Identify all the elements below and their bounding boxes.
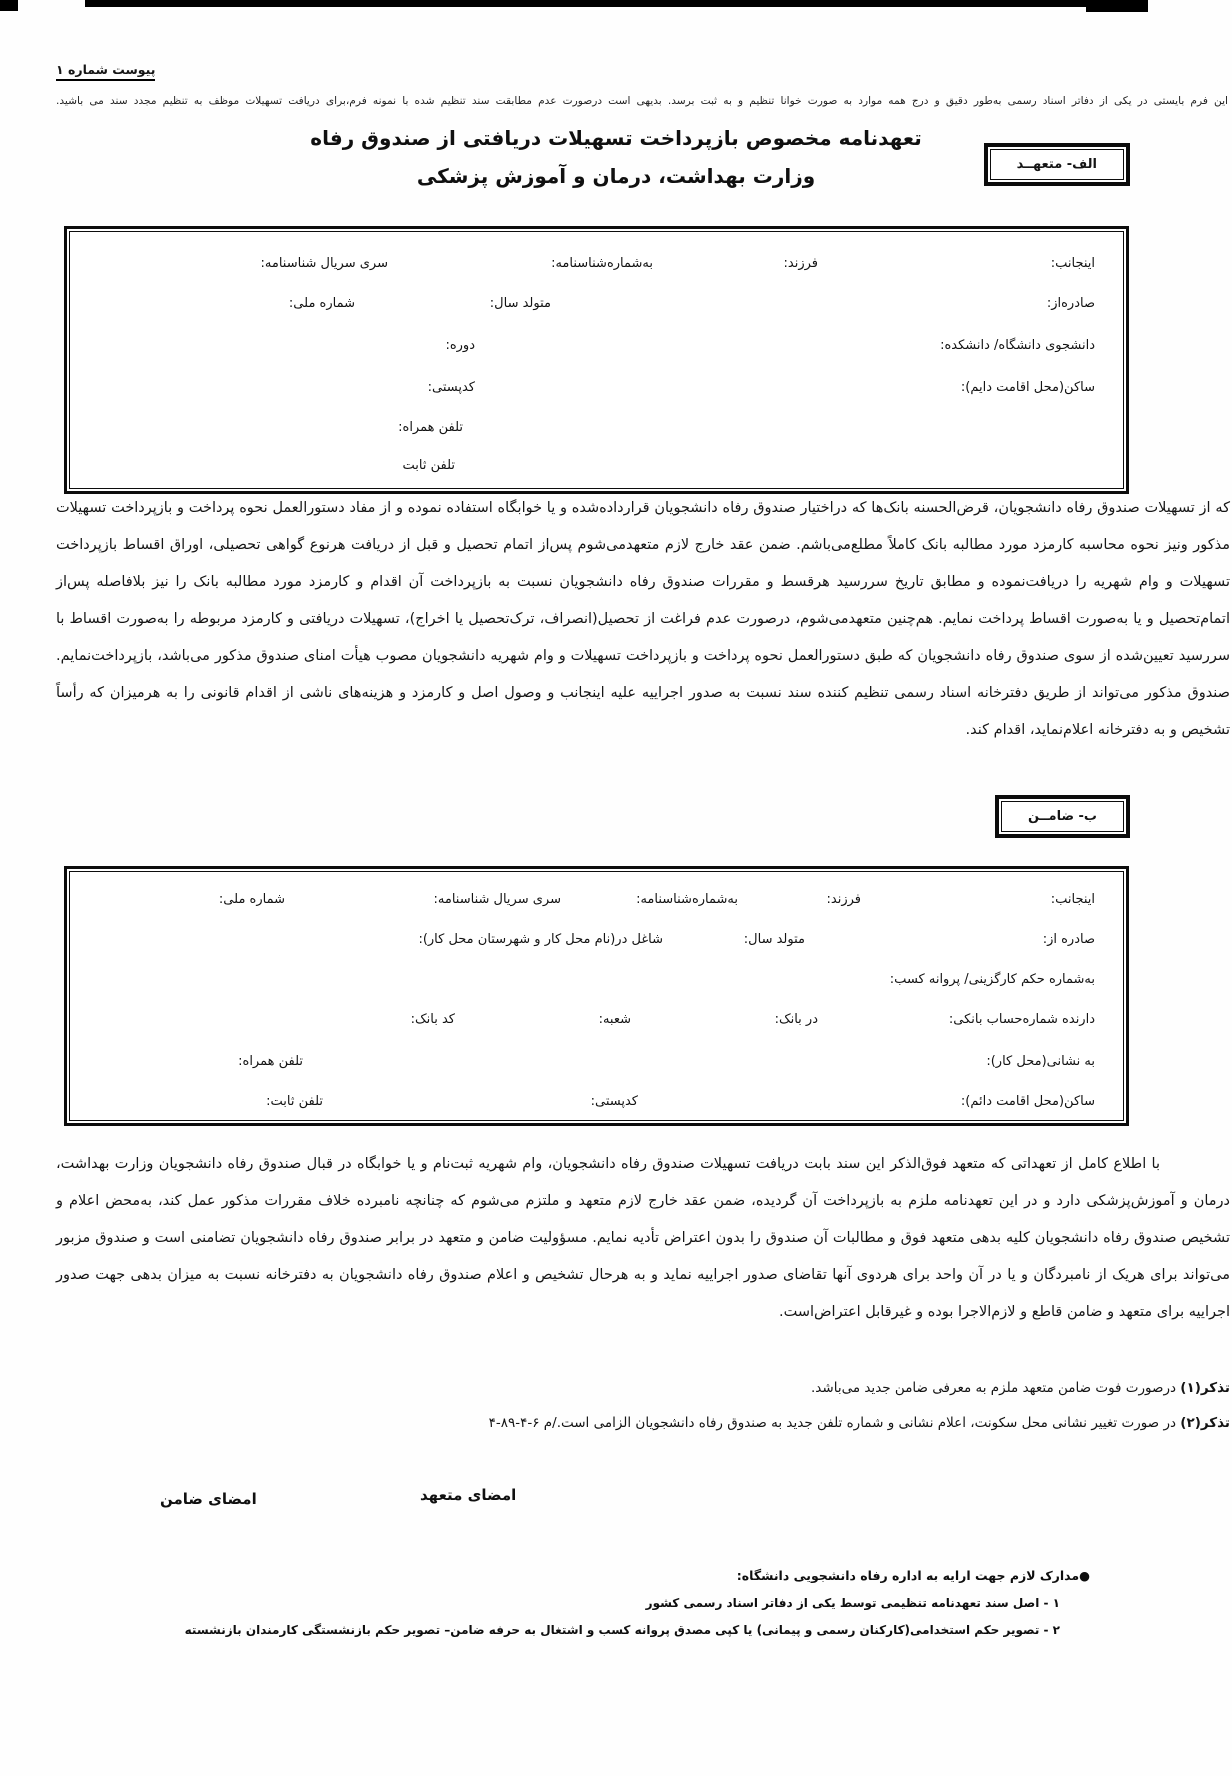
scan-artifact-corner — [0, 0, 18, 11]
title-line-2: وزارت بهداشت، درمان و آموزش پزشکی — [416, 164, 816, 188]
section-a-label: الف- متعهــد — [990, 149, 1124, 180]
field-label: به نشانی(محل کار): — [986, 1054, 1095, 1069]
note-2 — [56, 1415, 1230, 1431]
guarantor-form-box — [64, 866, 1129, 1126]
field-label: صادره‌از: — [1046, 296, 1095, 311]
paragraph-committed: که از تسهیلات صندوق رفاه دانشجویان، قرض‌الحسنه بانک‌ها که دراختیار صندوق رفاه دانشجویان قرارداده‌شده و یا خوابگاه استفاده نموده و از مفاد دستورالعمل نحوه پرداخت و بازپرداخت تسهیلات مذکور ونیز نحوه محاسبه کارمزد مورد مطالبه بانک کاملاً مطلع‌می‌باشم. ضمن عقد خارج لازم متعهدمی‌شوم پس‌از اتمام تحصیل و قبل از دریافت هرنوع گواهی تحصیلی، اوراق اقساط بازپرداخت تسهیلات و وام شهریه را دریافت‌نموده و مطابق تاریخ سررسید هرقسط و مقررات صندوق رفاه دانشجویان نسبت به بازپرداخت آن اقدام و کارمزد مورد مطالبه بانک را نیز بلافاصله پس‌از اتمام‌تحصیل و یا به‌صورت اقساط پرداخت نمایم. هم‌چنین متعهدمی‌شوم، درصورت عدم فراغت از تحصیل(انصراف، ترک‌تحصیل یا اخراج)، تسهیلات دریافتی و کارمزد مربوطه را به‌صورت اقساط با سررسید تعیین‌شده از سوی صندوق رفاه دانشجویان که طبق دستورالعمل نحوه پرداخت و بازپرداخت تسهیلات و وام شهریه دانشجویان مصوب هیأت امنای صندوق مذکور می‌باشد، بازپرداخت‌نمایم. صندوق مذکور می‌تواند از طریق دفترخانه اسناد رسمی تنظیم کننده سند نسبت به صدور اجراییه علیه اینجانب و وصول اصل و کارمزد و هزینه‌های ناشی از اقدام قانونی را به هرمیزان که رأساً تشخیص و به دفترخانه اعلام‌نماید، اقدام کند. — [56, 500, 1230, 738]
scan-artifact-top-right — [1086, 0, 1148, 12]
scan-artifact-top-bar — [85, 0, 1087, 7]
note-2-text: در صورت تغییر نشانی محل سکونت، اعلام نشانی و شماره تلفن جدید به صندوق رفاه دانشجویان الزامی است./م ۶-۴-۸۹-۴ — [488, 1415, 1176, 1431]
section-a-label-box — [984, 143, 1130, 186]
field-label: در بانک: — [774, 1012, 818, 1027]
section-b-label-box — [995, 795, 1130, 838]
paragraph-guarantor: با اطلاع کامل از تعهداتی که متعهد فوق‌الذکر این سند بابت دریافت تسهیلات صندوق رفاه دانشجویان، وام شهریه ثبت‌نام و یا خوابگاه در قبال صندوق رفاه دانشجویان وزارت بهداشت، درمان و آموزش‌پزشکی دارد و در این تعهدنامه ملزم به بازپرداخت آن گردیده، ضمن عقد خارج لازم متعهد و ملتزم می‌شوم که چنانچه نامبرده خلاف مقررات مذکور عمل کند، به‌محض اعلام و تشخیص صندوق رفاه دانشجویان کلیه بدهی متعهد فوق و مطالبات آن صندوق را بدون اعتراض تأدیه نمایم. مسؤولیت ضامن و متعهد در برابر صندوق رفاه دانشجویان تضامنی است و صندوق مزبور می‌تواند برای هریک از نامبردگان و یا در آن واحد برای هردوی آنها تقاضای صدور اجراییه نماید و به هرحال تشخیص و اعلام صندوق رفاه دانشجویان به دفترخانه نسبت به میزان بدهی جهت صدور اجراییه برای متعهد و ضامن قاطع و لازم‌الاجرا بوده و غیرقابل اعتراض‌است. — [56, 1156, 1230, 1320]
field-label: به‌شماره‌شناسنامه: — [636, 892, 738, 907]
field-label: کدپستی: — [590, 1094, 638, 1109]
field-label: کدپستی: — [427, 380, 475, 395]
signature-guarantor: امضای ضامن — [160, 1490, 257, 1508]
field-label: دارنده شماره‌حساب بانکی: — [948, 1012, 1095, 1027]
field-label: شاغل در(نام محل کار و شهرستان محل کار): — [418, 932, 663, 947]
note-1-text: درصورت فوت ضامن متعهد ملزم به معرفی ضامن جدید می‌باشد. — [811, 1380, 1176, 1396]
field-label: سری سریال شناسنامه: — [433, 892, 561, 907]
note-1-label: تذکر(۱) — [1180, 1380, 1230, 1396]
field-label: سری سریال شناسنامه: — [260, 256, 388, 271]
field-label: شماره ملی: — [218, 892, 285, 907]
field-label: تلفن ثابت — [402, 458, 455, 473]
field-label: اینجانب: — [1050, 256, 1095, 271]
field-label: دوره: — [445, 338, 475, 353]
committed-form-box — [64, 226, 1129, 494]
field-label: صادره از: — [1042, 932, 1095, 947]
title-line-1: تعهدنامه مخصوص بازپرداخت تسهیلات دریافتی از صندوق رفاه — [310, 126, 922, 150]
field-label: تلفن همراه: — [238, 1054, 303, 1069]
footer-item: ۲ - تصویر حکم استخدامی(کارکنان رسمی و پیمانی) یا کپی مصدق پروانه کسب و اشتغال به حرفه ضامن– تصویر حکم بازنشستگی کارمندان بازنشسته — [184, 1623, 1060, 1637]
attachment-label: پیوست شماره ۱ — [56, 62, 155, 81]
signature-committed: امضای متعهد — [420, 1486, 517, 1504]
note-2-label: تذکر(۲) — [1180, 1415, 1230, 1431]
field-label: ساکن(محل اقامت دایم): — [960, 380, 1095, 395]
footer-item: ۱ - اصل سند تعهدنامه تنظیمی توسط یکی از دفاتر اسناد رسمی کشور — [645, 1596, 1060, 1610]
section-b-label: ب- ضامــن — [1001, 801, 1124, 832]
field-label: فرزند: — [826, 892, 861, 907]
field-label: شعبه: — [598, 1012, 631, 1027]
field-label: فرزند: — [783, 256, 818, 271]
field-label: شماره ملی: — [288, 296, 355, 311]
note-1 — [56, 1380, 1230, 1396]
field-label: تلفن همراه: — [398, 420, 463, 435]
field-label: متولد سال: — [489, 296, 551, 311]
field-label: ساکن(محل اقامت دائم): — [960, 1094, 1095, 1109]
footer-heading: ●مدارک لازم جهت ارایه به اداره رفاه دانشجویی دانشگاه: — [736, 1568, 1090, 1583]
field-label: دانشجوی دانشگاه/ دانشکده: — [940, 338, 1095, 353]
field-label: کد بانک: — [410, 1012, 455, 1027]
field-label: به‌شماره حکم کارگزینی/ پروانه کسب: — [889, 972, 1095, 987]
field-label: متولد سال: — [743, 932, 805, 947]
field-label: تلفن ثابت: — [266, 1094, 323, 1109]
instruction-line: این فرم بایستی در یکی از دفاتر اسناد رسمی به‌طور دقیق و درج همه موارد به صورت خوانا تنظیم و به ثبت برسد. بدیهی است درصورت عدم مطابقت سند تنظیم شده با نمونه فرم،برای دریافت تسهیلات موظف به تنظیم مجدد سند می باشید. — [56, 95, 1228, 107]
field-label: به‌شماره‌شناسنامه: — [551, 256, 653, 271]
field-label: اینجانب: — [1050, 892, 1095, 907]
